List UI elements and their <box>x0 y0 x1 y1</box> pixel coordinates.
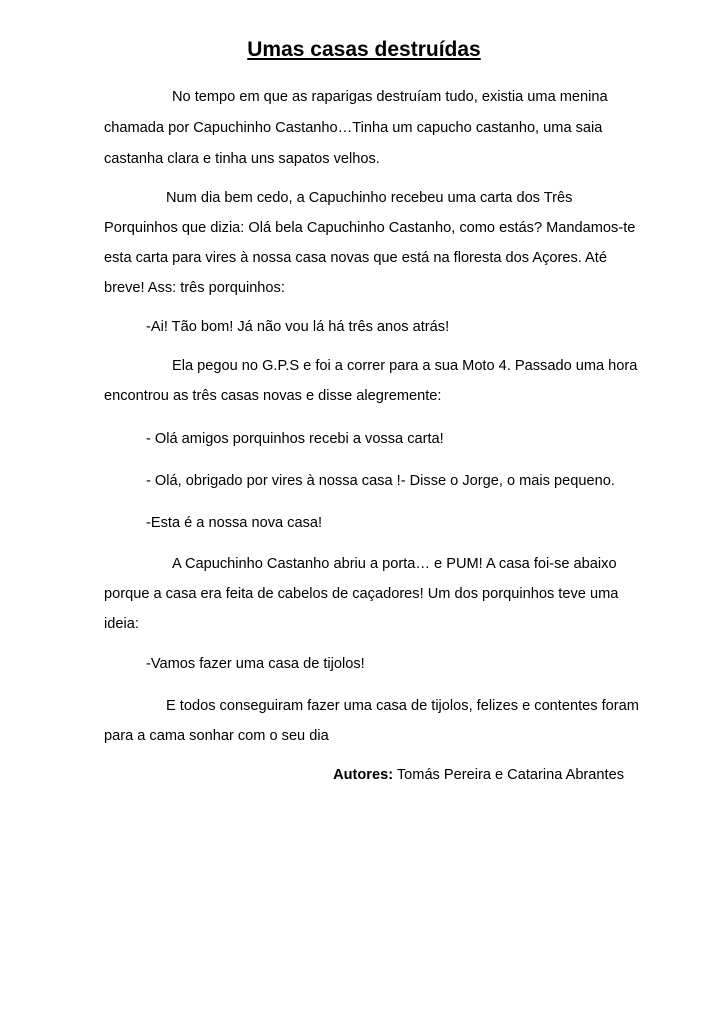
paragraph-line: No tempo em que as raparigas destruíam tudo, existia uma menina <box>172 89 608 105</box>
dialogue-line: - Olá amigos porquinhos recebi a vossa carta! <box>146 431 444 447</box>
paragraph-line: para a cama sonhar com o seu dia <box>104 728 329 744</box>
paragraph-line: Ela pegou no G.P.S e foi a correr para a sua Moto 4. Passado uma hora <box>172 358 638 374</box>
paragraph-line: Num dia bem cedo, a Capuchinho recebeu uma carta dos Três <box>166 190 573 206</box>
dialogue-line: -Esta é a nossa nova casa! <box>146 515 323 531</box>
paragraph-line: E todos conseguiram fazer uma casa de tijolos, felizes e contentes foram <box>166 698 639 714</box>
page-title: Umas casas destruídas <box>247 38 481 61</box>
dialogue-line: - Olá, obrigado por vires à nossa casa !- Disse o Jorge, o mais pequeno. <box>146 473 615 489</box>
paragraph-line: chamada por Capuchinho Castanho…Tinha um capucho castanho, uma saia <box>104 120 603 136</box>
paragraph-line: esta carta para vires à nossa casa novas que está na floresta dos Açores. Até <box>104 250 607 266</box>
author-credit <box>333 765 624 785</box>
paragraph-line: A Capuchinho Castanho abriu a porta… e PUM! A casa foi-se abaixo <box>172 556 617 572</box>
dialogue-line: -Ai! Tão bom! Já não vou lá há três anos atrás! <box>146 319 450 335</box>
author-names: Tomás Pereira e Catarina Abrantes <box>393 767 624 783</box>
author-label: Autores: <box>333 767 394 783</box>
paragraph-line: Porquinhos que dizia: Olá bela Capuchinho Castanho, como estás? Mandamos-te <box>104 220 636 236</box>
dialogue-line: -Vamos fazer uma casa de tijolos! <box>146 656 365 672</box>
paragraph-line: ideia: <box>104 616 139 632</box>
paragraph-line: breve! Ass: três porquinhos: <box>104 280 285 296</box>
paragraph-line: porque a casa era feita de cabelos de caçadores! Um dos porquinhos teve uma <box>104 586 619 602</box>
paragraph-line: castanha clara e tinha uns sapatos velhos. <box>104 151 380 167</box>
paragraph-line: encontrou as três casas novas e disse alegremente: <box>104 388 442 404</box>
